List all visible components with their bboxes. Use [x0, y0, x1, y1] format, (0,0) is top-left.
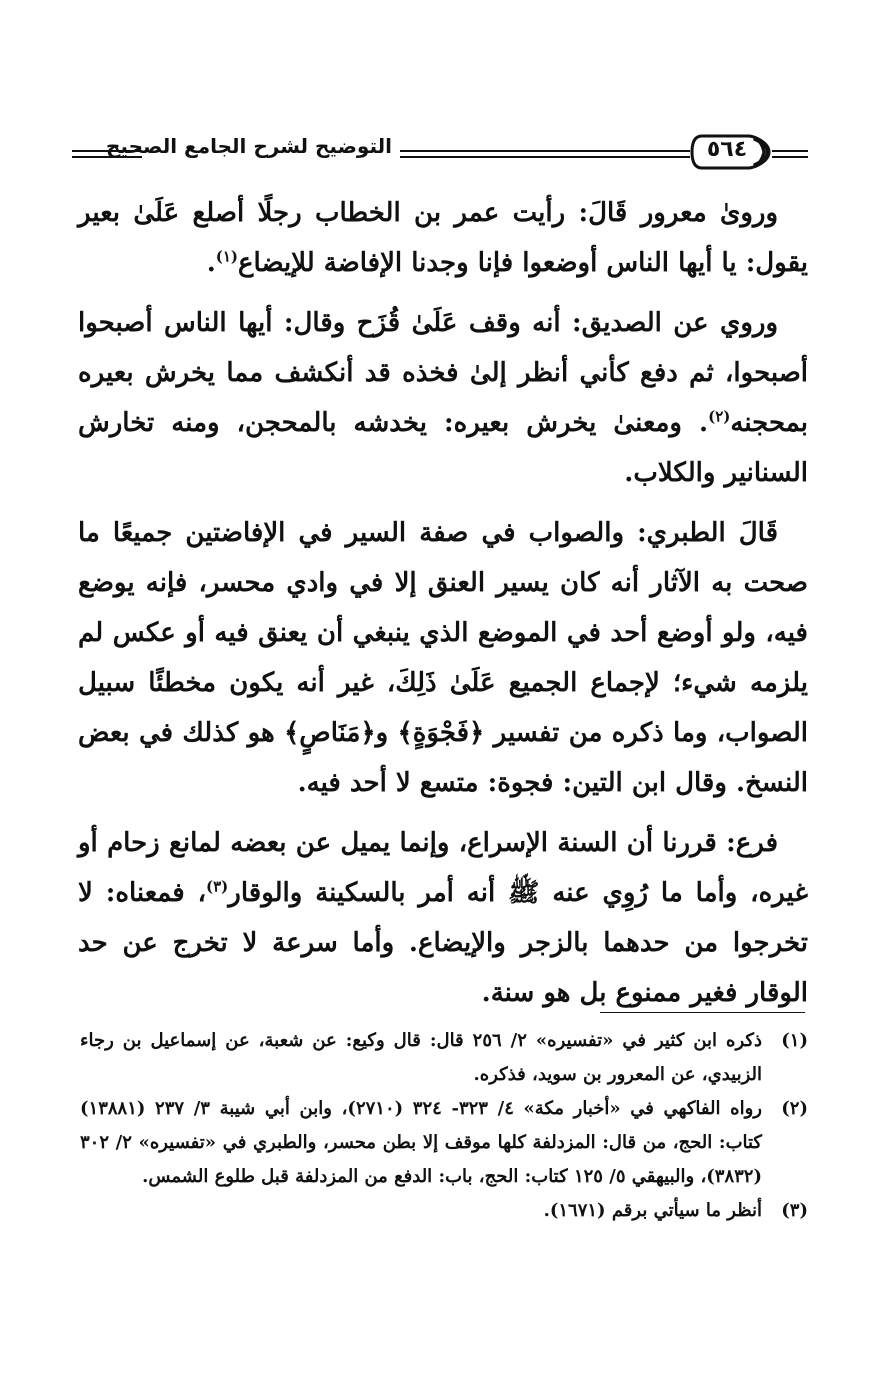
page-number: ٥٦٤ — [706, 137, 748, 162]
page-header — [70, 128, 810, 188]
page-number-ornament — [688, 128, 772, 176]
footnote-ref: (١) — [215, 247, 239, 266]
paragraph-text: وروىٰ معرور قَالَ: رأيت عمر بن الخطاب رجلًا أصلع عَلَىٰ بعير يقول: يا أيها الناس أوضعوا فإنا وجدنا الإفاضة للإيضاع — [78, 198, 808, 278]
footnote — [80, 1024, 808, 1092]
paragraph-text: فرع: قررنا أن السنة الإسراع، وإنما يميل عن بعضه لمانع زحام أو غيره، وأما ما رُوِي عنه ﷺ أنه أمر بالسكينة والوقار — [78, 828, 808, 908]
footnote-text: ذكره ابن كثير في «تفسيره» ٢/ ٢٥٦ قال: قال وكيع: عن شعبة، عن إسماعيل بن رجاء الزبيدي، عن المعرور بن سويد، فذكره. — [80, 1030, 762, 1085]
paragraph-text-tail: . — [206, 248, 216, 278]
paragraph-text-tail: . ومعنىٰ يخرش بعيره: يخدشه بالمحجن، ومنه تخارش السنانير والكلاب. — [78, 408, 808, 488]
paragraph — [78, 188, 808, 288]
running-title: التوضيح لشرح الجامع الصحيح — [106, 134, 392, 158]
footnote-text: أنظر ما سيأتي برقم (١٦٧١). — [543, 1200, 762, 1221]
footnote-separator — [600, 1012, 805, 1013]
footnote — [80, 1194, 808, 1228]
footnote-number: (٣) — [781, 1200, 808, 1221]
footnote-number: (١) — [781, 1030, 808, 1051]
footnote-ref: (٣) — [206, 877, 229, 896]
paragraph — [78, 818, 808, 1018]
paragraph-text-tail: ، فمعناه: لا تخرجوا من حدهما بالزجر والإيضاع. وأما سرعة لا تخرج عن حد الوقار فغير ممنوع بل هو سنة. — [78, 878, 808, 1008]
footnote-ref: (٢) — [708, 407, 731, 426]
main-text — [78, 188, 808, 1028]
header-rule-middle — [400, 150, 690, 152]
paragraph-text: وروي عن الصديق: أنه وقف عَلَىٰ قُزَح وقال: أيها الناس أصبحوا أصبحوا، ثم دفع كأني أنظر إلىٰ فخذه قد أنكشف مما يخرش بعيره بمحجنه — [78, 308, 808, 438]
footnote-number: (٢) — [781, 1098, 808, 1119]
header-rule-right — [772, 150, 808, 152]
paragraph — [78, 298, 808, 498]
paragraph — [78, 508, 808, 808]
footnotes — [80, 1024, 808, 1228]
footnote — [80, 1092, 808, 1194]
paragraph-text: قَالَ الطبري: والصواب في صفة السير في الإفاضتين جميعًا ما صحت به الآثار أنه كان يسير العنق إلا في وادي محسر، فإنه يوضع فيه، ولو أوضع أحد في الموضع الذي ينبغي أن يعنق فيه أو عكس لم يلزمه شيء؛ لإجماع الجميع عَلَىٰ ذَلِكَ، غير أنه يكون مخطئًا سبيل الصواب، وما ذكره من تفسير ﴿فَجْوَةٍ﴾ و﴿مَنَاصٍ﴾ هو كذلك في بعض النسخ. وقال ابن التين: فجوة: متسع لا أحد فيه. — [78, 518, 809, 798]
footnote-text: رواه الفاكهي في «أخبار مكة» ٤/ ٣٢٣- ٣٢٤ (٢٧١٠)، وابن أبي شيبة ٣/ ٢٣٧ (١٣٨٨١) كتاب: الحج، من قال: المزدلفة كلها موقف إلا بطن محسر، والطبري في «تفسيره» ٢/ ٣٠٢ (٣٨٣٢)، والبيهقي ٥/ ١٢٥ كتاب: الحج، باب: الدفع من المزدلفة قبل طلوع الشمس. — [80, 1098, 762, 1187]
